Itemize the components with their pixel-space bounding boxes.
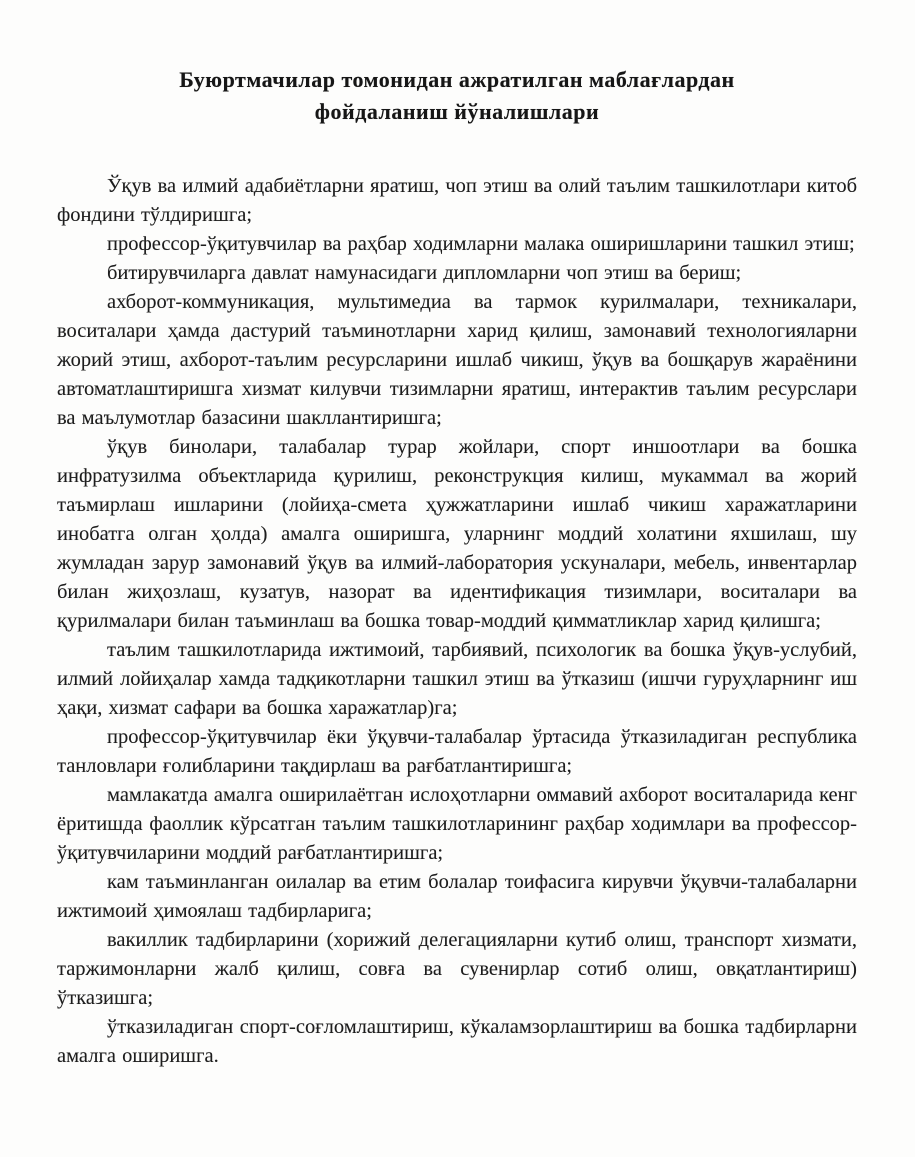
document-title-line-2: фойдаланиш йўналишлари [314, 99, 600, 124]
paragraph-6: таълим ташкилотларида ижтимоий, тарбиявий, психологик ва бошка ўқув-услубий, илмий лойиҳалар хамда тадқикотларни ташкил этиш ва ўтказиш (ишчи гуруҳларнинг иш ҳақи, хизмат сафари ва бошка харажатлар)га; [57, 639, 857, 719]
paragraph-8: мамлакатда амалга оширилаётган ислоҳотларни оммавий ахборот воситаларида кенг ёритишда фаоллик кўрсатган таълим ташкилотларининг раҳбар ходимлари ва профессор-ўқитувчиларини моддий рағбатлантиришга; [57, 784, 857, 864]
document-title [57, 64, 857, 128]
paragraph-4: ахборот-коммуникация, мультимедиа ва тармок курилмалари, техникалари, воситалари ҳамда дастурий таъминотларни харид қилиш, замонавий технологияларни жорий этиш, ахборот-таълим ресурсларини ишлаб чикиш, ўқув ва бошқарув жараёнини автоматлаштиришга хизмат килувчи тизимларни яратиш, интерактив таълим ресурслари ва маълумотлар базасини шакллантиришга; [57, 291, 857, 429]
paragraph-1: Ўқув ва илмий адабиётларни яратиш, чоп этиш ва олий таълим ташкилотлари китоб фондини тўлдиришга; [57, 175, 857, 226]
document-content [57, 64, 857, 1071]
paragraph-11: ўтказиладиган спорт-соғломлаштириш, кўкаламзорлаштириш ва бошка тадбирларни амалга оширишга. [57, 1016, 857, 1067]
paragraph-9: кам таъминланган оилалар ва етим болалар тоифасига кирувчи ўқувчи-талабаларни ижтимоий ҳимоялаш тадбирларига; [57, 871, 857, 922]
paragraph-5: ўқув бинолари, талабалар турар жойлари, спорт иншоотлари ва бошка инфратузилма объектларида қурилиш, реконструкция килиш, мукаммал ва жорий таъмирлаш ишларини (лойиҳа-смета ҳужжатларини ишлаб чикиш харажатларини инобатга олган ҳолда) амалга оширишга, уларнинг моддий холатини яхшилаш, шу жумладан зарур замонавий ўқув ва илмий-лаборатория ускуналари, мебель, инвентарлар билан жиҳозлаш, кузатув, назорат ва идентификация тизимлари, воситалари ва қурилмалари билан таъминлаш ва бошка товар-моддий қимматликлар харид қилишга; [57, 436, 857, 632]
paragraph-7: профессор-ўқитувчилар ёки ўқувчи-талабалар ўртасида ўтказиладиган республика танловлари ғолибларини тақдирлаш ва рағбатлантиришга; [57, 726, 857, 777]
document-body [57, 172, 857, 1071]
paragraph-3: битирувчиларга давлат намунасидаги дипломларни чоп этиш ва бериш; [107, 262, 742, 284]
paragraph-2: профессор-ўқитувчилар ва раҳбар ходимларни малака оширишларини ташкил этиш; [107, 233, 855, 255]
paragraph-10: вакиллик тадбирларини (хорижий делегацияларни кутиб олиш, транспорт хизмати, таржимонларни жалб қилиш, совға ва сувенирлар сотиб олиш, овқатлантириш) ўтказишга; [57, 929, 857, 1009]
document-title-line-1: Буюртмачилар томонидан ажратилган маблағлардан [179, 67, 735, 92]
